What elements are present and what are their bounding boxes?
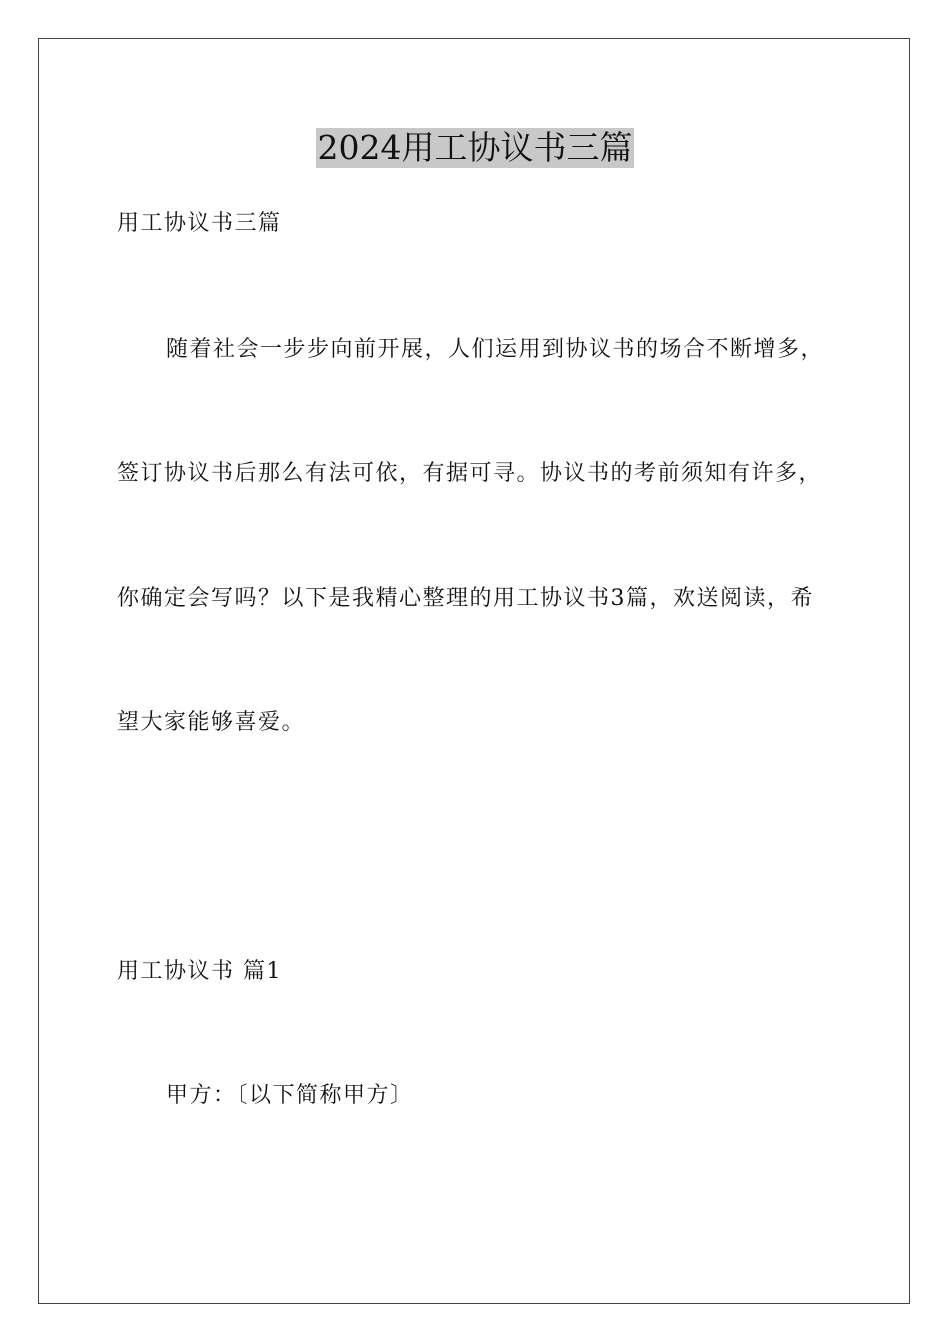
document-subtitle: 用工协议书三篇 (117, 211, 282, 236)
intro-line-4: 望大家能够喜爱。 (117, 710, 306, 735)
intro-line-2: 签订协议书后那么有法可依，有据可寻。协议书的考前须知有许多， (117, 461, 823, 486)
title-container (0, 128, 950, 168)
document-title: 2024用工协议书三篇 (317, 128, 633, 167)
section-heading: 用工协议书 篇1 (117, 959, 282, 984)
party-a-line: 甲方：〔以下简称甲方〕 (166, 1083, 414, 1108)
intro-line-1: 随着社会一步步向前开展，人们运用到协议书的场合不断增多， (166, 337, 825, 362)
intro-line-3: 你确定会写吗？以下是我精心整理的用工协议书3篇，欢送阅读，希 (117, 586, 814, 611)
